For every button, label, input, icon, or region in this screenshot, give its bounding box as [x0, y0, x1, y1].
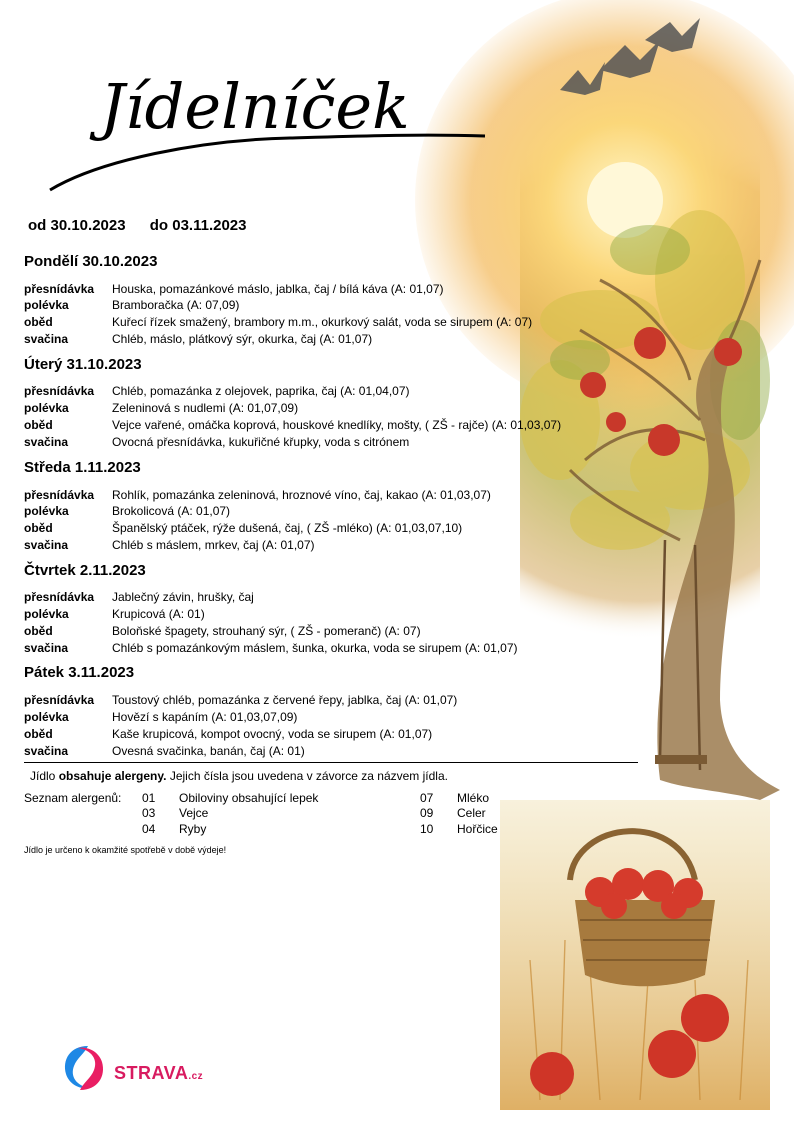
- meal-row: [24, 503, 230, 519]
- meal-label: svačina: [24, 538, 69, 552]
- title-calligraphy: [40, 50, 500, 200]
- allergen-code: 09: [420, 806, 434, 820]
- meal-label: svačina: [24, 435, 69, 449]
- meal-row: [24, 383, 410, 399]
- allergen-code: 01: [142, 791, 156, 805]
- meal-row: [24, 297, 239, 313]
- meal-row: [24, 417, 561, 433]
- meal-label: přesnídávka: [24, 693, 95, 707]
- meal-label: polévka: [24, 710, 69, 724]
- meal-text: Ovocná přesnídávka, kukuřičné křupky, voda s citrónem: [112, 435, 410, 449]
- meal-label: přesnídávka: [24, 282, 95, 296]
- meal-text: Kaše krupicová, kompot ovocný, voda se sirupem (A: 01,07): [112, 727, 433, 741]
- day-heading: Pátek 3.11.2023: [24, 664, 135, 681]
- divider: [24, 762, 638, 763]
- meal-row: [24, 314, 532, 330]
- allergen-list-label: Seznam alergenů:: [24, 791, 122, 805]
- allergen-name: Hořčice: [457, 822, 498, 836]
- meal-row: [24, 726, 432, 742]
- allergen-note-rest: Jejich čísla jsou uvedena v závorce za názvem jídla.: [166, 769, 448, 783]
- meal-label: přesnídávka: [24, 384, 95, 398]
- allergen-name: Ryby: [179, 822, 207, 836]
- meal-text: Chléb s máslem, mrkev, čaj (A: 01,07): [112, 538, 315, 552]
- meal-row: [24, 537, 315, 553]
- meal-label: oběd: [24, 521, 53, 535]
- meal-label: oběd: [24, 624, 53, 638]
- meal-label: oběd: [24, 315, 53, 329]
- menu-title: [40, 50, 500, 205]
- meal-label: polévka: [24, 607, 69, 621]
- day-heading: Úterý 31.10.2023: [24, 356, 142, 373]
- meal-label: polévka: [24, 401, 69, 415]
- meal-text: Zeleninová s nudlemi (A: 01,07,09): [112, 401, 299, 415]
- period-to: do 03.11.2023: [149, 217, 247, 234]
- allergen-note: [30, 769, 448, 783]
- meal-row: [24, 281, 444, 297]
- strava-logo-text: STRAVA.cz: [114, 1063, 204, 1083]
- meal-label: svačina: [24, 641, 69, 655]
- meal-row: [24, 589, 254, 605]
- svg-text:Jídelníček: Jídelníček: [100, 70, 410, 143]
- meal-text: Hovězí s kapáním (A: 01,03,07,09): [112, 710, 298, 724]
- meal-row: [24, 640, 518, 656]
- meal-text: Krupicová (A: 01): [112, 607, 205, 621]
- meal-row: [24, 331, 372, 347]
- meal-text: Jablečný závin, hrušky, čaj: [112, 590, 254, 604]
- meal-row: [24, 606, 205, 622]
- allergen-code: 04: [142, 822, 156, 836]
- meal-label: svačina: [24, 332, 69, 346]
- meal-text: Kuřecí řízek smažený, brambory m.m., okurkový salát, voda se sirupem (A: 07): [112, 315, 533, 329]
- allergen-name: Mléko: [457, 791, 490, 805]
- meal-row: [24, 692, 457, 708]
- meal-text: Brokolicová (A: 01,07): [112, 504, 231, 518]
- meal-text: Houska, pomazánkové máslo, jablka, čaj / bílá káva (A: 01,07): [112, 282, 444, 296]
- meal-text: Ovesná svačinka, banán, čaj (A: 01): [112, 744, 305, 758]
- allergen-note-prefix: Jídlo: [30, 769, 59, 783]
- meal-text: Bramboračka (A: 07,09): [112, 298, 240, 312]
- day-heading: Středa 1.11.2023: [24, 459, 141, 476]
- disclaimer: Jídlo je určeno k okamžité spotřebě v době výdeje!: [24, 845, 227, 855]
- meal-row: [24, 400, 298, 416]
- meal-text: Toustový chléb, pomazánka z červené řepy, jablka, čaj (A: 01,07): [112, 693, 458, 707]
- allergen-name: Vejce: [179, 806, 209, 820]
- menu-period: [28, 217, 267, 234]
- meal-text: Španělský ptáček, rýže dušená, čaj, ( ZŠ -mléko) (A: 01,03,07,10): [112, 521, 463, 535]
- period-from: od 30.10.2023: [28, 217, 126, 234]
- meal-text: Chléb s pomazánkovým máslem, šunka, okurka, voda se sirupem (A: 01,07): [112, 641, 518, 655]
- meal-label: přesnídávka: [24, 590, 95, 604]
- meal-row: [24, 520, 462, 536]
- meal-row: [24, 623, 421, 639]
- allergen-code: 03: [142, 806, 156, 820]
- meal-text: Chléb, máslo, plátkový sýr, okurka, čaj (A: 01,07): [112, 332, 373, 346]
- allergen-name: Celer: [457, 806, 486, 820]
- meal-row: [24, 434, 409, 450]
- meal-row: [24, 487, 491, 503]
- meal-row: [24, 709, 297, 725]
- meal-text: Vejce vařené, omáčka koprová, houskové knedlíky, mošty, ( ZŠ - rajče) (A: 01,03,07): [112, 418, 562, 432]
- meal-label: přesnídávka: [24, 488, 95, 502]
- allergen-note-bold: obsahuje alergeny.: [58, 769, 167, 783]
- meal-label: oběd: [24, 418, 53, 432]
- allergen-code: 07: [420, 791, 434, 805]
- meal-label: polévka: [24, 504, 69, 518]
- allergen-name: Obiloviny obsahující lepek: [179, 791, 319, 805]
- meal-label: polévka: [24, 298, 69, 312]
- meal-text: Chléb, pomazánka z olejovek, paprika, čaj (A: 01,04,07): [112, 384, 410, 398]
- meal-text: Boloňské špagety, strouhaný sýr, ( ZŠ - pomeranč) (A: 07): [112, 624, 421, 638]
- strava-logo-icon: [60, 1042, 110, 1094]
- day-heading: Pondělí 30.10.2023: [24, 253, 158, 270]
- meal-label: svačina: [24, 744, 69, 758]
- meal-text: Rohlík, pomazánka zeleninová, hroznové víno, čaj, kakao (A: 01,03,07): [112, 488, 491, 502]
- day-heading: Čtvrtek 2.11.2023: [24, 562, 146, 579]
- allergen-code: 10: [420, 822, 434, 836]
- meal-label: oběd: [24, 727, 53, 741]
- strava-logo: [60, 1042, 110, 1099]
- meal-row: [24, 743, 305, 759]
